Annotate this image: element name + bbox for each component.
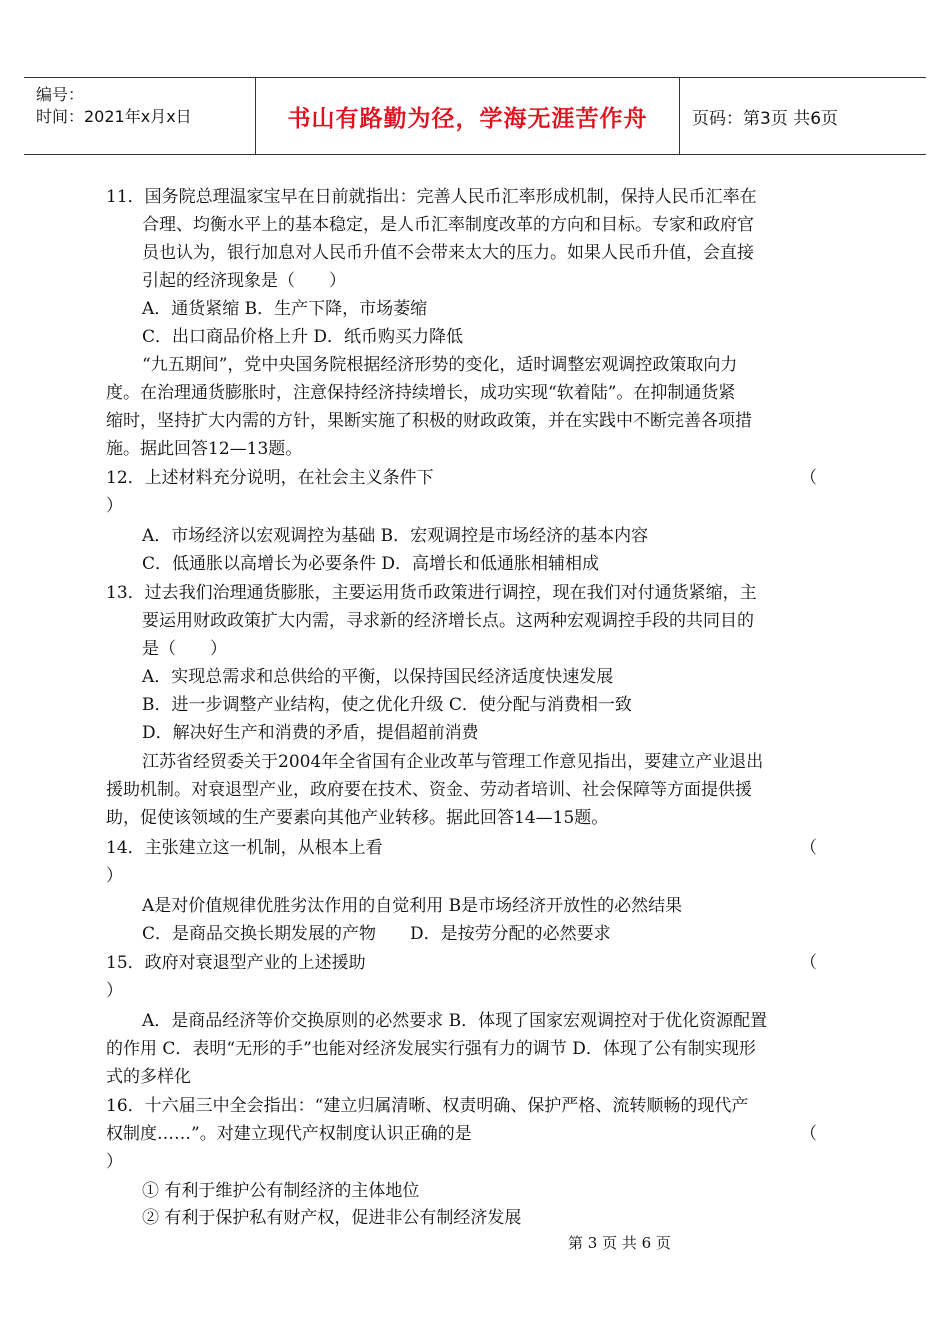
q13-line-2: 要运用财政政策扩大内需，寻求新的经济增长点。这两种宏观调控手段的共同目的 xyxy=(142,611,754,631)
passage-2-line-2: 援助机制。对衰退型产业，政府要在技术、资金、劳动者培训、社会保障等方面提供援 xyxy=(106,780,752,800)
passage-1-line-1: “九五期间”，党中央国务院根据经济形势的变化，适时调整宏观调控政策取向力 xyxy=(142,355,738,375)
q15-stem: 15．政府对衰退型产业的上述援助 xyxy=(106,953,366,973)
q14-option-ab: A是对价值规律优胜劣汰作用的自觉利用 B是市场经济开放性的必然结果 xyxy=(142,896,683,916)
serial-label: 编号： xyxy=(36,85,85,104)
q16-statement-2: ② 有利于保护私有财产权，促进非公有制经济发展 xyxy=(142,1208,522,1228)
q14-open-paren: （ xyxy=(800,838,817,858)
q12-option-ab: A．市场经济以宏观调控为基础 B．宏观调控是市场经济的基本内容 xyxy=(142,526,649,546)
q15-options-line-2: 的作用 C．表明“无形的手”也能对经济发展实行强有力的调节 D．体现了公有制实现形 xyxy=(106,1039,756,1059)
q15-options-line-1: A．是商品经济等价交换原则的必然要求 B．体现了国家宏观调控对于优化资源配置 xyxy=(142,1011,768,1031)
q15-open-paren: （ xyxy=(800,953,817,973)
q11-line-4: 引起的经济现象是（ ） xyxy=(142,271,346,291)
q12-open-paren: （ xyxy=(800,468,817,488)
q14-option-cd: C．是商品交换长期发展的产物 D．是按劳分配的必然要求 xyxy=(142,924,611,944)
motto: 书山有路勤为径，学海无涯苦作舟 xyxy=(287,105,648,132)
q11-line-3: 员也认为，银行加息对人民币升值不会带来太大的压力。如果人民币升值，会直接 xyxy=(142,243,754,263)
q13-line-1: 13．过去我们治理通货膨胀，主要运用货币政策进行调控，现在我们对付通货紧缩，主 xyxy=(106,583,757,603)
q16-line-2: 权制度……”。对建立现代产权制度认识正确的是 xyxy=(106,1124,472,1144)
page-footer: 第 3 页 共 6 页 xyxy=(568,1234,671,1252)
q16-close-paren: ） xyxy=(106,1152,123,1172)
q16-open-paren: （ xyxy=(800,1124,817,1144)
q13-line-3: 是（ ） xyxy=(142,639,227,659)
q11-line-2: 合理、均衡水平上的基本稳定，是人币汇率制度改革的方向和目标。专家和政府官 xyxy=(142,215,754,235)
q12-close-paren: ） xyxy=(106,496,123,516)
q11-option-cd: C．出口商品价格上升 D．纸币购买力降低 xyxy=(142,327,464,347)
q15-options-line-3: 式的多样化 xyxy=(106,1067,191,1087)
passage-1-line-2: 度。在治理通货膨胀时，注意保持经济持续增长，成功实现“软着陆”。在抑制通货紧 xyxy=(106,383,736,403)
time-label: 时间：2021年x月x日 xyxy=(36,107,192,126)
q12-option-cd: C．低通胀以高增长为必要条件 D．高增长和低通胀相辅相成 xyxy=(142,554,600,574)
q13-option-a: A．实现总需求和总供给的平衡，以保持国民经济适度快速发展 xyxy=(142,667,614,687)
q14-stem: 14．主张建立这一机制，从根本上看 xyxy=(106,838,383,858)
page-info: 页码：第3页 共6页 xyxy=(692,108,839,129)
passage-1-line-3: 缩时，坚持扩大内需的方针，果断实施了积极的财政政策，并在实践中不断完善各项措 xyxy=(106,411,752,431)
passage-2-line-1: 江苏省经贸委关于2004年全省国有企业改革与管理工作意见指出，要建立产业退出 xyxy=(142,752,764,772)
q13-option-bc: B．进一步调整产业结构，使之优化升级 C．使分配与消费相一致 xyxy=(142,695,632,715)
passage-1-line-4: 施。据此回答12—13题。 xyxy=(106,439,303,459)
q14-close-paren: ） xyxy=(106,866,123,886)
q16-statement-1: ① 有利于维护公有制经济的主体地位 xyxy=(142,1181,420,1201)
q12-stem: 12．上述材料充分说明，在社会主义条件下 xyxy=(106,468,434,488)
q13-option-d: D．解决好生产和消费的矛盾，提倡超前消费 xyxy=(142,723,479,743)
q11-line-1: 11．国务院总理温家宝早在日前就指出：完善人民币汇率形成机制，保持人民币汇率在 xyxy=(106,187,757,207)
passage-2-line-3: 助，促使该领域的生产要素向其他产业转移。据此回答14—15题。 xyxy=(106,808,609,828)
q15-close-paren: ） xyxy=(106,981,123,1001)
q16-line-1: 16．十六届三中全会指出：“建立归属清晰、权责明确、保护严格、流转顺畅的现代产 xyxy=(106,1096,749,1116)
q11-option-ab: A．通货紧缩 B．生产下降，市场萎缩 xyxy=(142,299,428,319)
